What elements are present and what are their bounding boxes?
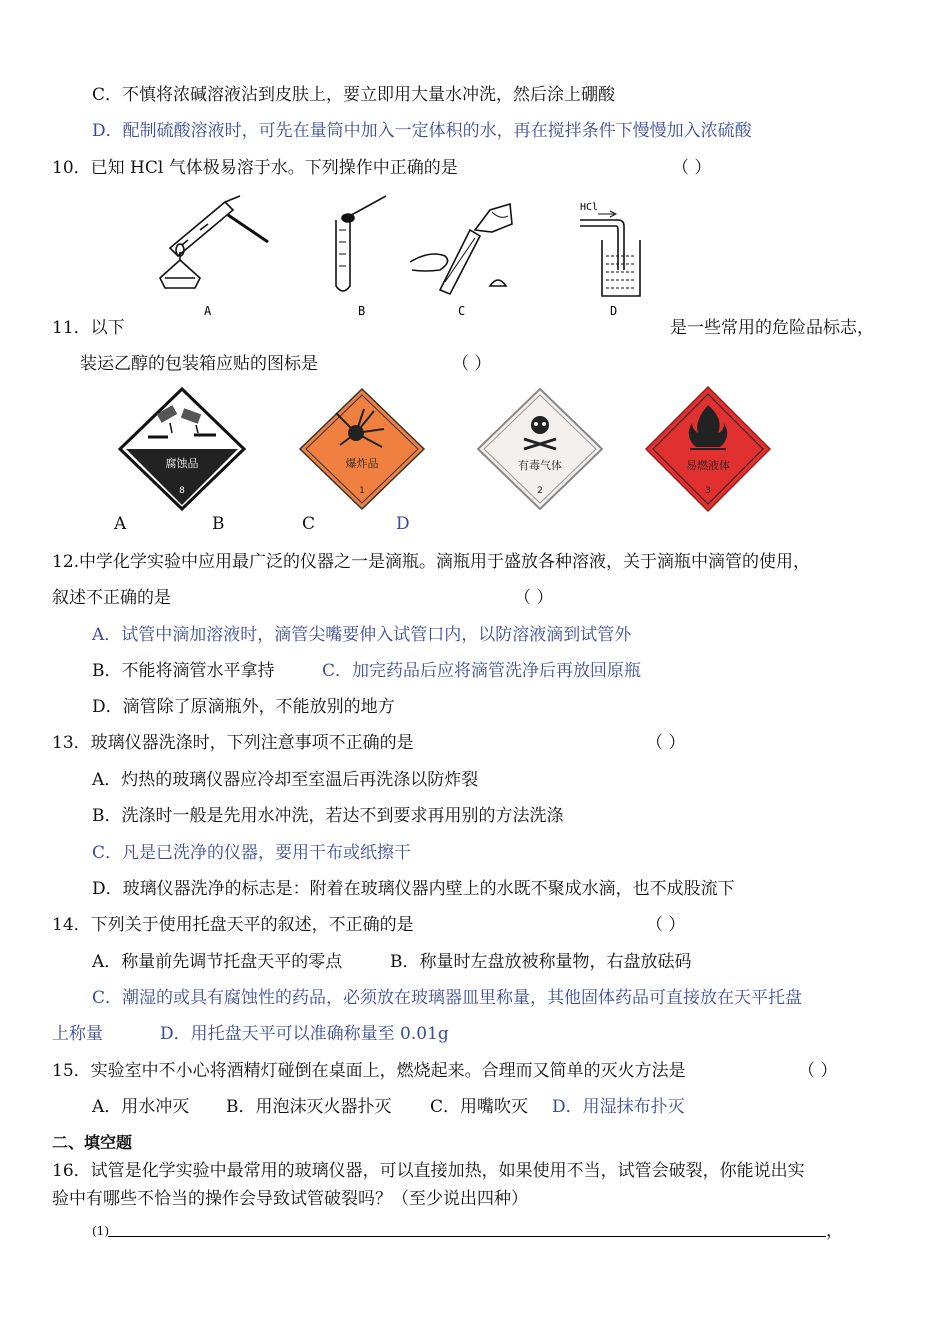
q12-question-line2: 叙述不正确的是 <box>52 588 171 608</box>
q14-answer-paren: （ ） <box>646 915 686 935</box>
sign-b-text: 爆炸品 <box>345 457 379 470</box>
figure-a-heating-tube <box>160 196 268 288</box>
sign-a-corrosive-icon <box>120 389 244 509</box>
q12-option-c: C．加完药品后应将滴管洗净后再放回原瓶 <box>322 661 642 681</box>
q10-answer-paren: （ ） <box>672 158 712 178</box>
figure-b-test-tube <box>336 196 386 291</box>
q15-option-d: D．用湿抹布扑灭 <box>552 1097 685 1117</box>
figure-a-label: A <box>204 304 212 318</box>
q16-answer-blank-1[interactable] <box>108 1236 826 1237</box>
q16-question-line2: 验中有哪些不恰当的操作会导致试管破裂吗？（至少说出四种） <box>52 1189 528 1209</box>
figure-d-hcl-beaker <box>580 211 640 296</box>
q11-question-mid: 是一些常用的危险品标志， <box>670 318 874 338</box>
sign-d-flammable-liquid-icon <box>646 387 770 511</box>
sign-c-number: 2 <box>537 486 543 496</box>
section-title-fill-in: 二、填空题 <box>52 1133 133 1152</box>
q13-option-d: D．玻璃仪器洗净的标志是：附着在玻璃仪器内壁上的水既不聚成水滴，也不成股流下 <box>92 879 735 899</box>
figure-b-label: B <box>358 304 366 318</box>
q14-question: 14．下列关于使用托盘天平的叙述，不正确的是 <box>52 915 414 935</box>
sign-b-explosive-icon <box>300 389 424 509</box>
q9-option-c: C．不慎将浓碱溶液沾到皮肤上，要立即用大量水冲洗，然后涂上硼酸 <box>92 85 616 105</box>
sign-label-b: B <box>212 514 225 534</box>
q10-question: 10．已知 HCl 气体极易溶于水。下列操作中正确的是 <box>52 158 458 178</box>
figure-c-label: C <box>458 304 466 318</box>
q16-blank-1-comma: ， <box>826 1221 843 1241</box>
q11-question-start: 11．以下 <box>52 318 125 338</box>
q12-question-line1: 12.中学化学实验中应用最广泛的仪器之一是滴瓶。滴瓶用于盛放各种溶液，关于滴瓶中滴管的使用， <box>52 552 811 572</box>
sign-a-number: 8 <box>179 486 185 496</box>
q12-option-b: B．不能将滴管水平拿持 <box>92 661 275 681</box>
q14-option-c-line1: C．潮湿的或具有腐蚀性的药品，必须放在玻璃器皿里称量，其他固体药品可直接放在天平托盘 <box>92 988 803 1008</box>
q14-option-b: B．称量时左盘放被称量物，右盘放砝码 <box>390 952 692 972</box>
q13-option-b: B．洗涤时一般是先用水冲洗，若达不到要求再用别的方法洗涤 <box>92 806 564 826</box>
sign-label-c: C <box>302 514 316 534</box>
sign-d-text: 易燃液体 <box>686 459 730 472</box>
q15-option-a: A．用水冲灭 <box>92 1097 190 1117</box>
q12-option-d: D．滴管除了原滴瓶外，不能放别的地方 <box>92 697 395 717</box>
q16-blank-1-label: (1) <box>92 1224 109 1238</box>
q15-option-b: B．用泡沫灭火器扑灭 <box>226 1097 392 1117</box>
q12-answer-paren: （ ） <box>514 588 554 608</box>
sign-label-d: D <box>396 514 410 534</box>
q11-question-end: 装运乙醇的包装箱应贴的图标是 <box>80 354 318 374</box>
hazard-signs <box>112 385 792 515</box>
q14-option-a: A．称量前先调节托盘天平的零点 <box>92 952 343 972</box>
q11-answer-paren: （ ） <box>452 354 492 374</box>
q14-option-c-line2: 上称量 <box>52 1024 103 1044</box>
figure-d-label: D <box>610 304 618 318</box>
q14-option-d: D．用托盘天平可以准确称量至 0.01g <box>160 1024 449 1044</box>
q12-option-a: A．试管中滴加溶液时，滴管尖嘴要伸入试管口内，以防溶液滴到试管外 <box>92 625 632 645</box>
sign-c-text: 有毒气体 <box>518 459 562 472</box>
q13-answer-paren: （ ） <box>646 733 686 753</box>
sign-label-a: A <box>114 514 127 534</box>
q15-question: 15．实验室中不小心将酒精灯碰倒在桌面上，燃烧起来。合理而又简单的灭火方法是 <box>52 1061 686 1081</box>
sign-b-number: 1 <box>359 486 365 496</box>
q16-question-line1: 16．试管是化学实验中最常用的玻璃仪器，可以直接加热，如果使用不当，试管会破裂，你能说出实 <box>52 1161 805 1181</box>
sign-d-number: 3 <box>705 486 711 496</box>
figure-c-pouring <box>410 204 512 294</box>
q15-answer-paren: （ ） <box>798 1061 838 1081</box>
hcl-label: HCl <box>580 202 599 213</box>
sign-c-toxic-gas-icon <box>478 389 602 509</box>
q15-option-c: C．用嘴吹灭 <box>430 1097 529 1117</box>
q13-option-c: C．凡是已洗净的仪器，要用干布或纸擦干 <box>92 843 412 863</box>
q13-option-a: A．灼热的玻璃仪器应冷却至室温后再洗涤以防炸裂 <box>92 770 479 790</box>
q13-question: 13．玻璃仪器洗涤时，下列注意事项不正确的是 <box>52 733 414 753</box>
sign-a-text: 腐蚀品 <box>165 457 199 470</box>
q10-apparatus-figure <box>140 190 680 325</box>
q9-option-d: D．配制硫酸溶液时，可先在量筒中加入一定体积的水，再在搅拌条件下慢慢加入浓硫酸 <box>92 121 752 141</box>
